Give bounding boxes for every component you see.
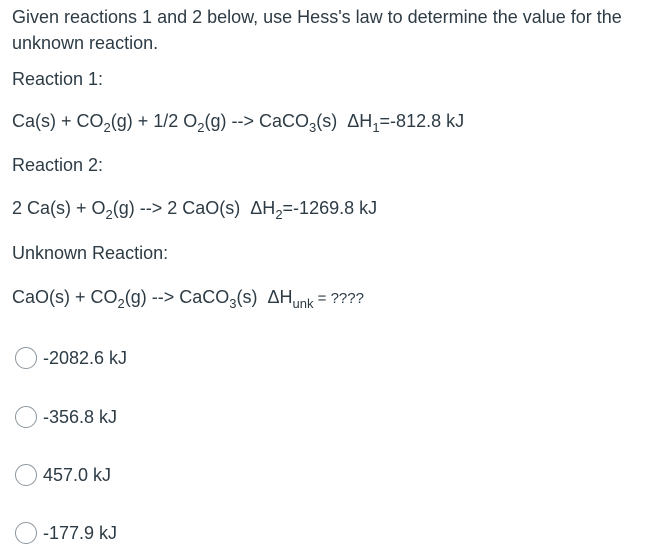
reaction-2-equation: 2 $Ca(s) + O_2(g)$ --> 2 CaO(s) $\Delta H_2=-1269.8$ kJ [12, 198, 378, 222]
unknown-reaction-equation: $CaO(s) + CO_2(g)$ --> CaCO$_3$(s) $\Delta H_{unk}$ = ???? [12, 287, 364, 311]
answer-label: -177.9 kJ [43, 522, 118, 543]
unknown-reaction-enthalpy: $\Delta H_{unk}$ = ???? [267, 287, 364, 311]
answer-label: -2082.6 kJ [43, 347, 128, 368]
reaction-1-enthalpy: $\Delta H_1=-812.8$ kJ [347, 111, 465, 135]
answer-label: -356.8 kJ [43, 406, 118, 427]
unknown-reaction-heading: Unknown Reaction: [12, 243, 169, 263]
reaction-1-equation: $Ca(s) + CO_2(g) + 1/2$ $O_2(g)$ --> CaCO$_3$(s) $\Delta H_1=-812.8$ kJ [12, 111, 465, 135]
answer-option[interactable] [15, 405, 117, 429]
radio-button[interactable] [15, 406, 37, 428]
answer-option[interactable] [15, 346, 127, 370]
radio-button[interactable] [15, 347, 37, 369]
reaction-2-enthalpy: $\Delta H_2=-1269.8$ kJ [250, 198, 378, 222]
question-text: Given reactions 1 and 2 below, use Hess's law to determine the value for the unknown reaction. [12, 7, 622, 53]
radio-button[interactable] [15, 522, 37, 544]
answer-label: 457.0 kJ [43, 464, 112, 485]
reaction-2-heading: Reaction 2: [12, 155, 104, 175]
answer-option[interactable] [15, 521, 117, 545]
reaction-1-heading: Reaction 1: [12, 69, 104, 89]
radio-button[interactable] [15, 464, 37, 486]
answer-option[interactable] [15, 463, 111, 487]
